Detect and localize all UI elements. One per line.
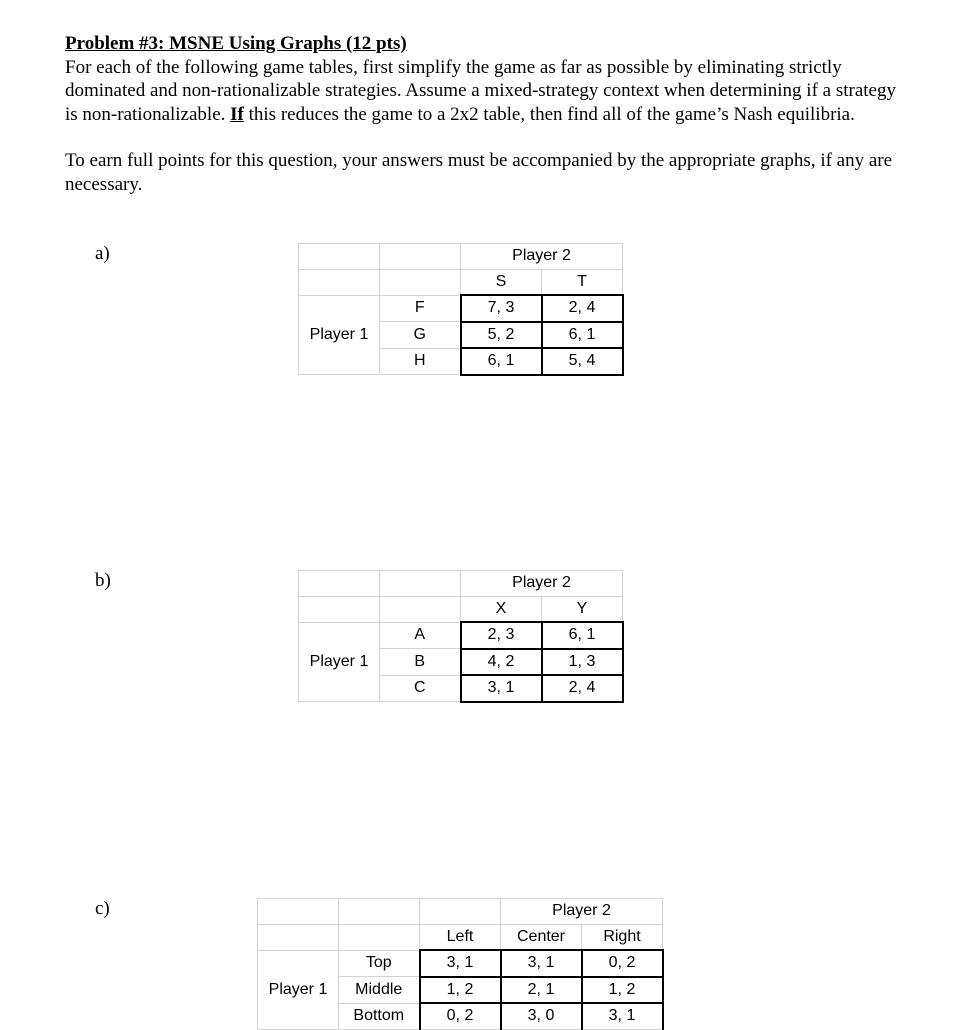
- table-row: [299, 295, 623, 322]
- row-strategy: Top: [339, 950, 420, 977]
- column-strategy: T: [542, 269, 623, 295]
- player1-label: Player 1: [258, 950, 339, 1029]
- table-row: [299, 244, 623, 270]
- table-row: [299, 571, 623, 597]
- empty-cell: [339, 924, 420, 950]
- column-strategy: Left: [420, 924, 501, 950]
- payoff-cell: 2, 4: [542, 675, 623, 702]
- empty-cell: [299, 571, 380, 597]
- player2-label: Player 2: [461, 571, 623, 597]
- grading-note-paragraph: To earn full points for this question, your answers must be accompanied by the appropriate graphs, if any are necessary.: [65, 150, 893, 195]
- empty-cell: [380, 269, 461, 295]
- table-row: [258, 950, 663, 977]
- payoff-cell: 3, 0: [501, 1003, 582, 1029]
- row-strategy: B: [380, 649, 461, 676]
- empty-cell: [339, 899, 420, 925]
- payoff-cell: 3, 1: [461, 675, 542, 702]
- player1-label: Player 1: [299, 295, 380, 375]
- payoff-cell: 0, 2: [420, 1003, 501, 1029]
- part-c-label: c): [95, 898, 110, 919]
- empty-cell: [380, 571, 461, 597]
- table-row: [299, 596, 623, 622]
- payoff-cell: 1, 2: [420, 977, 501, 1004]
- column-strategy: Center: [501, 924, 582, 950]
- problem-heading: Problem #3: MSNE Using Graphs (12 pts): [65, 33, 407, 54]
- table-row: [258, 899, 663, 925]
- column-strategy: Y: [542, 596, 623, 622]
- empty-cell: [380, 596, 461, 622]
- instructions-text-end: this reduces the game to a 2x2 table, then find all of the game’s Nash equilibria.: [248, 103, 855, 125]
- empty-cell: [420, 899, 501, 925]
- part-b-label: b): [95, 570, 111, 591]
- row-strategy: Bottom: [339, 1003, 420, 1029]
- empty-cell: [258, 899, 339, 925]
- empty-cell: [258, 924, 339, 950]
- empty-cell: [380, 244, 461, 270]
- row-strategy: A: [380, 622, 461, 649]
- payoff-cell: 0, 2: [582, 950, 663, 977]
- game-table-a: [298, 243, 624, 376]
- problem-header: [65, 32, 905, 196]
- empty-cell: [299, 269, 380, 295]
- player1-label: Player 1: [299, 622, 380, 702]
- payoff-cell: 6, 1: [542, 322, 623, 349]
- row-strategy: Middle: [339, 977, 420, 1004]
- payoff-cell: 2, 3: [461, 622, 542, 649]
- payoff-cell: 3, 1: [501, 950, 582, 977]
- payoff-cell: 1, 2: [582, 977, 663, 1004]
- payoff-cell: 2, 4: [542, 295, 623, 322]
- game-table-b: [298, 570, 624, 703]
- row-strategy: H: [380, 348, 461, 375]
- game-table-c: [257, 898, 664, 1030]
- table-row: [299, 622, 623, 649]
- payoff-cell: 6, 1: [542, 622, 623, 649]
- column-strategy: X: [461, 596, 542, 622]
- instructions-emphasis-if: If: [230, 103, 244, 125]
- empty-cell: [299, 244, 380, 270]
- table-row: [299, 269, 623, 295]
- instructions-text-start: For each of the following game tables, first simplify the game as far as possible by eliminating strictly dominated and non-rationalizable strategies. Assume a mixed-strategy context when determining if a strategy is non-rationalizable.: [65, 56, 896, 125]
- payoff-cell: 7, 3: [461, 295, 542, 322]
- row-strategy: F: [380, 295, 461, 322]
- instructions-paragraph: [65, 56, 905, 127]
- payoff-cell: 4, 2: [461, 649, 542, 676]
- column-strategy: Right: [582, 924, 663, 950]
- column-strategy: S: [461, 269, 542, 295]
- row-strategy: C: [380, 675, 461, 702]
- payoff-cell: 1, 3: [542, 649, 623, 676]
- row-strategy: G: [380, 322, 461, 349]
- payoff-cell: 3, 1: [420, 950, 501, 977]
- empty-cell: [299, 596, 380, 622]
- payoff-cell: 5, 4: [542, 348, 623, 375]
- payoff-cell: 2, 1: [501, 977, 582, 1004]
- payoff-cell: 3, 1: [582, 1003, 663, 1029]
- player2-label: Player 2: [461, 244, 623, 270]
- part-a-label: a): [95, 243, 110, 264]
- payoff-cell: 5, 2: [461, 322, 542, 349]
- player2-label: Player 2: [501, 899, 663, 925]
- payoff-cell: 6, 1: [461, 348, 542, 375]
- table-row: [258, 924, 663, 950]
